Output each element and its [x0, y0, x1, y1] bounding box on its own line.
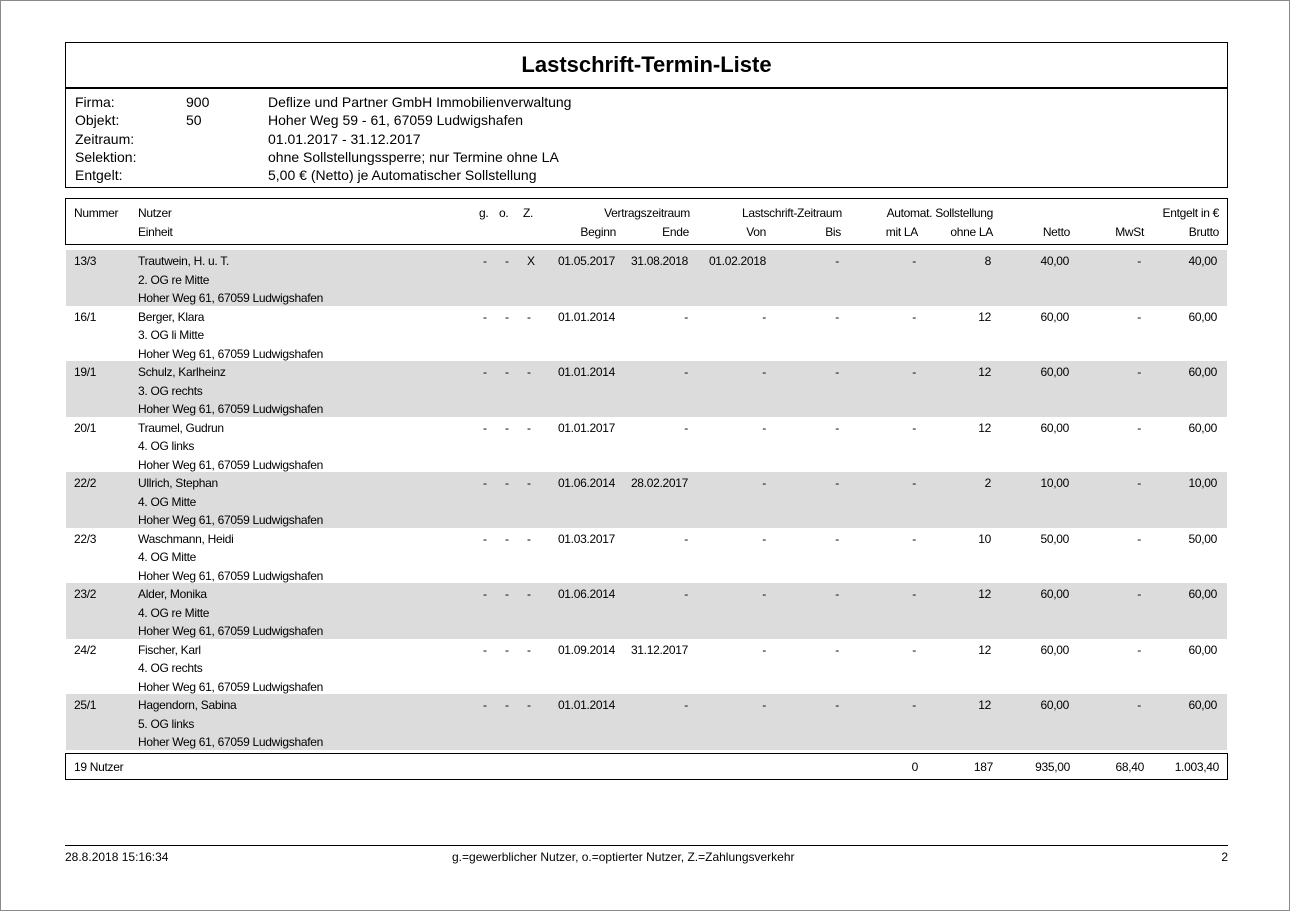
cell-ende: 28.02.2017: [630, 476, 688, 490]
footer-timestamp: 28.8.2018 15:16:34: [65, 850, 169, 864]
cell-mwst: -: [1137, 531, 1141, 546]
header-brutto: Brutto: [1188, 225, 1219, 239]
info-text: 01.01.2017 - 31.12.2017: [268, 131, 421, 147]
cell-adresse: Hoher Weg 61, 67059 Ludwigshafen: [138, 402, 323, 416]
cell-beginn: 01.06.2014: [557, 476, 615, 490]
header-z: Z.: [523, 206, 534, 220]
header-von: Von: [746, 225, 766, 239]
cell-nutzer: Waschmann, Heidi: [138, 531, 234, 546]
cell-einheit: 4. OG links: [138, 439, 195, 453]
cell-ende: -: [684, 309, 688, 324]
cell-ohne-la: 12: [978, 365, 991, 379]
cell-z: -: [527, 698, 531, 712]
cell-mit-la: -: [912, 531, 916, 546]
cell-mwst: -: [1137, 309, 1141, 324]
totals-label: 19 Nutzer: [74, 760, 124, 774]
header-vertragszeitraum: Vertragszeitraum: [604, 206, 690, 220]
cell-beginn: 01.01.2014: [557, 309, 615, 324]
cell-beginn: 01.09.2014: [557, 642, 615, 657]
cell-von: -: [762, 531, 766, 546]
cell-beginn: 01.03.2017: [557, 531, 615, 546]
header-ende: Ende: [662, 225, 689, 239]
cell-ohne-la: 8: [984, 254, 991, 268]
cell-mit-la: -: [912, 365, 916, 379]
cell-ohne-la: 12: [978, 587, 991, 601]
cell-mwst: -: [1137, 420, 1141, 435]
cell-netto: 60,00: [1040, 698, 1069, 712]
cell-o: -: [505, 309, 509, 324]
cell-o: -: [505, 420, 509, 435]
header-g: g.: [479, 206, 489, 220]
cell-mwst: -: [1137, 365, 1141, 379]
table-row: [66, 528, 1227, 584]
cell-nummer: 22/2: [74, 476, 97, 490]
table-row: [66, 639, 1227, 695]
cell-beginn: 01.06.2014: [557, 587, 615, 601]
cell-bis: -: [835, 476, 839, 490]
cell-netto: 60,00: [1040, 420, 1069, 435]
cell-ohne-la: 12: [978, 420, 991, 435]
cell-bis: -: [835, 531, 839, 546]
info-value: 50: [186, 112, 202, 128]
table-row: [66, 250, 1227, 306]
cell-g: -: [483, 531, 487, 546]
report-title: Lastschrift-Termin-Liste: [521, 52, 772, 77]
cell-nutzer: Berger, Klara: [138, 309, 205, 324]
totals-ohne-la: 187: [973, 760, 993, 774]
info-label: Selektion:: [75, 149, 137, 165]
cell-netto: 50,00: [1040, 531, 1069, 546]
cell-nummer: 23/2: [74, 587, 97, 601]
cell-mwst: -: [1137, 698, 1141, 712]
header-nutzer: Nutzer: [138, 206, 172, 220]
cell-brutto: 60,00: [1188, 587, 1217, 601]
table-row: [66, 306, 1227, 362]
header-beginn: Beginn: [580, 225, 616, 239]
header-automat-sollstellung: Automat. Sollstellung: [886, 206, 993, 220]
header-nummer: Nummer: [74, 206, 119, 220]
cell-mit-la: -: [912, 587, 916, 601]
cell-von: -: [762, 476, 766, 490]
cell-bis: -: [835, 587, 839, 601]
info-label: Objekt:: [75, 112, 120, 128]
cell-bis: -: [835, 365, 839, 379]
cell-o: -: [505, 254, 509, 268]
footer-page-number: 2: [1221, 850, 1228, 864]
totals-netto: 935,00: [1035, 760, 1070, 774]
cell-g: -: [483, 309, 487, 324]
cell-ende: -: [684, 365, 688, 379]
title-box: [65, 42, 1228, 88]
cell-z: X: [527, 254, 535, 268]
cell-o: -: [505, 476, 509, 490]
cell-netto: 40,00: [1040, 254, 1069, 268]
info-text: ohne Sollstellungssperre; nur Termine ohne LA: [268, 149, 559, 165]
cell-von: -: [762, 309, 766, 324]
cell-netto: 60,00: [1040, 587, 1069, 601]
cell-brutto: 50,00: [1188, 531, 1217, 546]
info-box: [65, 88, 1228, 188]
cell-mit-la: -: [912, 420, 916, 435]
cell-nutzer: Hagendorn, Sabina: [138, 698, 237, 712]
header-bis: Bis: [825, 225, 841, 239]
cell-ende: -: [684, 698, 688, 712]
cell-mwst: -: [1137, 587, 1141, 601]
cell-adresse: Hoher Weg 61, 67059 Ludwigshafen: [138, 457, 323, 472]
table-row: [66, 472, 1227, 528]
cell-ende: -: [684, 587, 688, 601]
cell-brutto: 60,00: [1188, 698, 1217, 712]
cell-nutzer: Traumel, Gudrun: [138, 420, 224, 435]
cell-von: -: [762, 698, 766, 712]
cell-g: -: [483, 365, 487, 379]
footer-legend: g.=gewerblicher Nutzer, o.=optierter Nutzer, Z.=Zahlungsverkehr: [452, 850, 795, 864]
table-header: [65, 198, 1228, 245]
cell-beginn: 01.01.2014: [557, 365, 615, 379]
cell-o: -: [505, 365, 509, 379]
cell-von: -: [762, 420, 766, 435]
info-label: Firma:: [75, 94, 115, 110]
cell-z: -: [527, 420, 531, 435]
cell-ende: 31.12.2017: [630, 642, 688, 657]
header-entgelt: Entgelt in €: [1162, 206, 1219, 220]
cell-z: -: [527, 309, 531, 324]
totals-brutto: 1.003,40: [1174, 760, 1219, 774]
cell-einheit: 4. OG Mitte: [138, 494, 197, 509]
cell-g: -: [483, 587, 487, 601]
cell-mit-la: -: [912, 698, 916, 712]
cell-g: -: [483, 476, 487, 490]
cell-adresse: Hoher Weg 61, 67059 Ludwigshafen: [138, 346, 323, 361]
cell-g: -: [483, 642, 487, 657]
cell-beginn: 01.01.2014: [557, 698, 615, 712]
cell-nummer: 24/2: [74, 642, 97, 657]
cell-o: -: [505, 531, 509, 546]
cell-einheit: 4. OG re Mitte: [138, 605, 210, 620]
table-row: [66, 417, 1227, 473]
cell-nummer: 16/1: [74, 309, 97, 324]
cell-mwst: -: [1137, 642, 1141, 657]
cell-z: -: [527, 476, 531, 490]
cell-o: -: [505, 698, 509, 712]
cell-ohne-la: 12: [978, 698, 991, 712]
cell-bis: -: [835, 254, 839, 268]
cell-netto: 10,00: [1040, 476, 1069, 490]
cell-adresse: Hoher Weg 61, 67059 Ludwigshafen: [138, 513, 323, 527]
header-lastschrift-zeitraum: Lastschrift-Zeitraum: [741, 206, 842, 220]
cell-brutto: 40,00: [1188, 254, 1217, 268]
cell-z: -: [527, 531, 531, 546]
cell-ohne-la: 12: [978, 309, 991, 324]
cell-adresse: Hoher Weg 61, 67059 Ludwigshafen: [138, 679, 323, 694]
cell-o: -: [505, 587, 509, 601]
cell-mit-la: -: [912, 476, 916, 490]
header-netto: Netto: [1042, 225, 1070, 239]
cell-einheit: 3. OG rechts: [138, 383, 203, 398]
cell-mwst: -: [1137, 476, 1141, 490]
cell-mit-la: -: [912, 309, 916, 324]
cell-beginn: 01.05.2017: [557, 254, 615, 268]
footer-divider: [65, 845, 1228, 846]
cell-von: -: [762, 587, 766, 601]
totals-mit-la: 0: [911, 760, 918, 774]
cell-g: -: [483, 254, 487, 268]
cell-ende: 31.08.2018: [630, 254, 688, 268]
cell-bis: -: [835, 420, 839, 435]
cell-bis: -: [835, 642, 839, 657]
cell-nutzer: Schulz, Karlheinz: [138, 365, 226, 379]
cell-von: 01.02.2018: [708, 254, 766, 268]
cell-brutto: 60,00: [1188, 420, 1217, 435]
cell-einheit: 4. OG Mitte: [138, 550, 197, 564]
cell-ende: -: [684, 420, 688, 435]
cell-brutto: 10,00: [1188, 476, 1217, 490]
info-value: 900: [186, 94, 210, 110]
cell-beginn: 01.01.2017: [557, 420, 615, 435]
header-o: o.: [499, 206, 509, 220]
info-label: Zeitraum:: [75, 131, 135, 147]
cell-o: -: [505, 642, 509, 657]
cell-nummer: 13/3: [74, 254, 97, 268]
cell-adresse: Hoher Weg 61, 67059 Ludwigshafen: [138, 735, 323, 749]
cell-ohne-la: 12: [978, 642, 991, 657]
cell-einheit: 2. OG re Mitte: [138, 272, 210, 287]
cell-mit-la: -: [912, 642, 916, 657]
cell-einheit: 3. OG li Mitte: [138, 328, 204, 342]
cell-von: -: [762, 642, 766, 657]
info-text: Hoher Weg 59 - 61, 67059 Ludwigshafen: [268, 112, 524, 128]
cell-z: -: [527, 365, 531, 379]
cell-mit-la: -: [912, 254, 916, 268]
header-einheit: Einheit: [138, 225, 173, 239]
info-text: 5,00 € (Netto) je Automatischer Sollstellung: [268, 167, 537, 183]
totals-mwst: 68,40: [1115, 760, 1144, 774]
cell-ohne-la: 10: [978, 531, 991, 546]
table-row: [66, 694, 1227, 750]
cell-adresse: Hoher Weg 61, 67059 Ludwigshafen: [138, 624, 323, 638]
cell-nummer: 25/1: [74, 698, 97, 712]
info-text: Deflize und Partner GmbH Immobilienverwaltung: [268, 94, 572, 110]
header-ohne-la: ohne LA: [950, 225, 993, 239]
cell-adresse: Hoher Weg 61, 67059 Ludwigshafen: [138, 291, 323, 305]
cell-nutzer: Ullrich, Stephan: [138, 476, 218, 490]
cell-brutto: 60,00: [1188, 365, 1217, 379]
cell-einheit: 4. OG rechts: [138, 661, 203, 675]
cell-brutto: 60,00: [1188, 309, 1217, 324]
cell-mwst: -: [1137, 254, 1141, 268]
table-row: [66, 361, 1227, 417]
cell-bis: -: [835, 698, 839, 712]
cell-von: -: [762, 365, 766, 379]
table-body: [66, 250, 1227, 750]
cell-nutzer: Alder, Monika: [138, 587, 207, 601]
header-mit-la: mit LA: [885, 225, 918, 239]
header-mwst: MwSt: [1115, 225, 1144, 239]
cell-nutzer: Trautwein, H. u. T.: [138, 254, 230, 268]
cell-nummer: 19/1: [74, 365, 97, 379]
cell-z: -: [527, 587, 531, 601]
cell-brutto: 60,00: [1188, 642, 1217, 657]
cell-g: -: [483, 420, 487, 435]
cell-g: -: [483, 698, 487, 712]
cell-nummer: 20/1: [74, 420, 97, 435]
table-row: [66, 583, 1227, 639]
cell-adresse: Hoher Weg 61, 67059 Ludwigshafen: [138, 568, 323, 583]
cell-netto: 60,00: [1040, 365, 1069, 379]
cell-ende: -: [684, 531, 688, 546]
info-label: Entgelt:: [75, 167, 123, 183]
cell-ohne-la: 2: [984, 476, 991, 490]
cell-bis: -: [835, 309, 839, 324]
cell-nummer: 22/3: [74, 531, 97, 546]
cell-nutzer: Fischer, Karl: [138, 642, 201, 657]
cell-einheit: 5. OG links: [138, 716, 195, 731]
totals-row: [65, 753, 1228, 780]
cell-netto: 60,00: [1040, 309, 1069, 324]
cell-netto: 60,00: [1040, 642, 1069, 657]
cell-z: -: [527, 642, 531, 657]
